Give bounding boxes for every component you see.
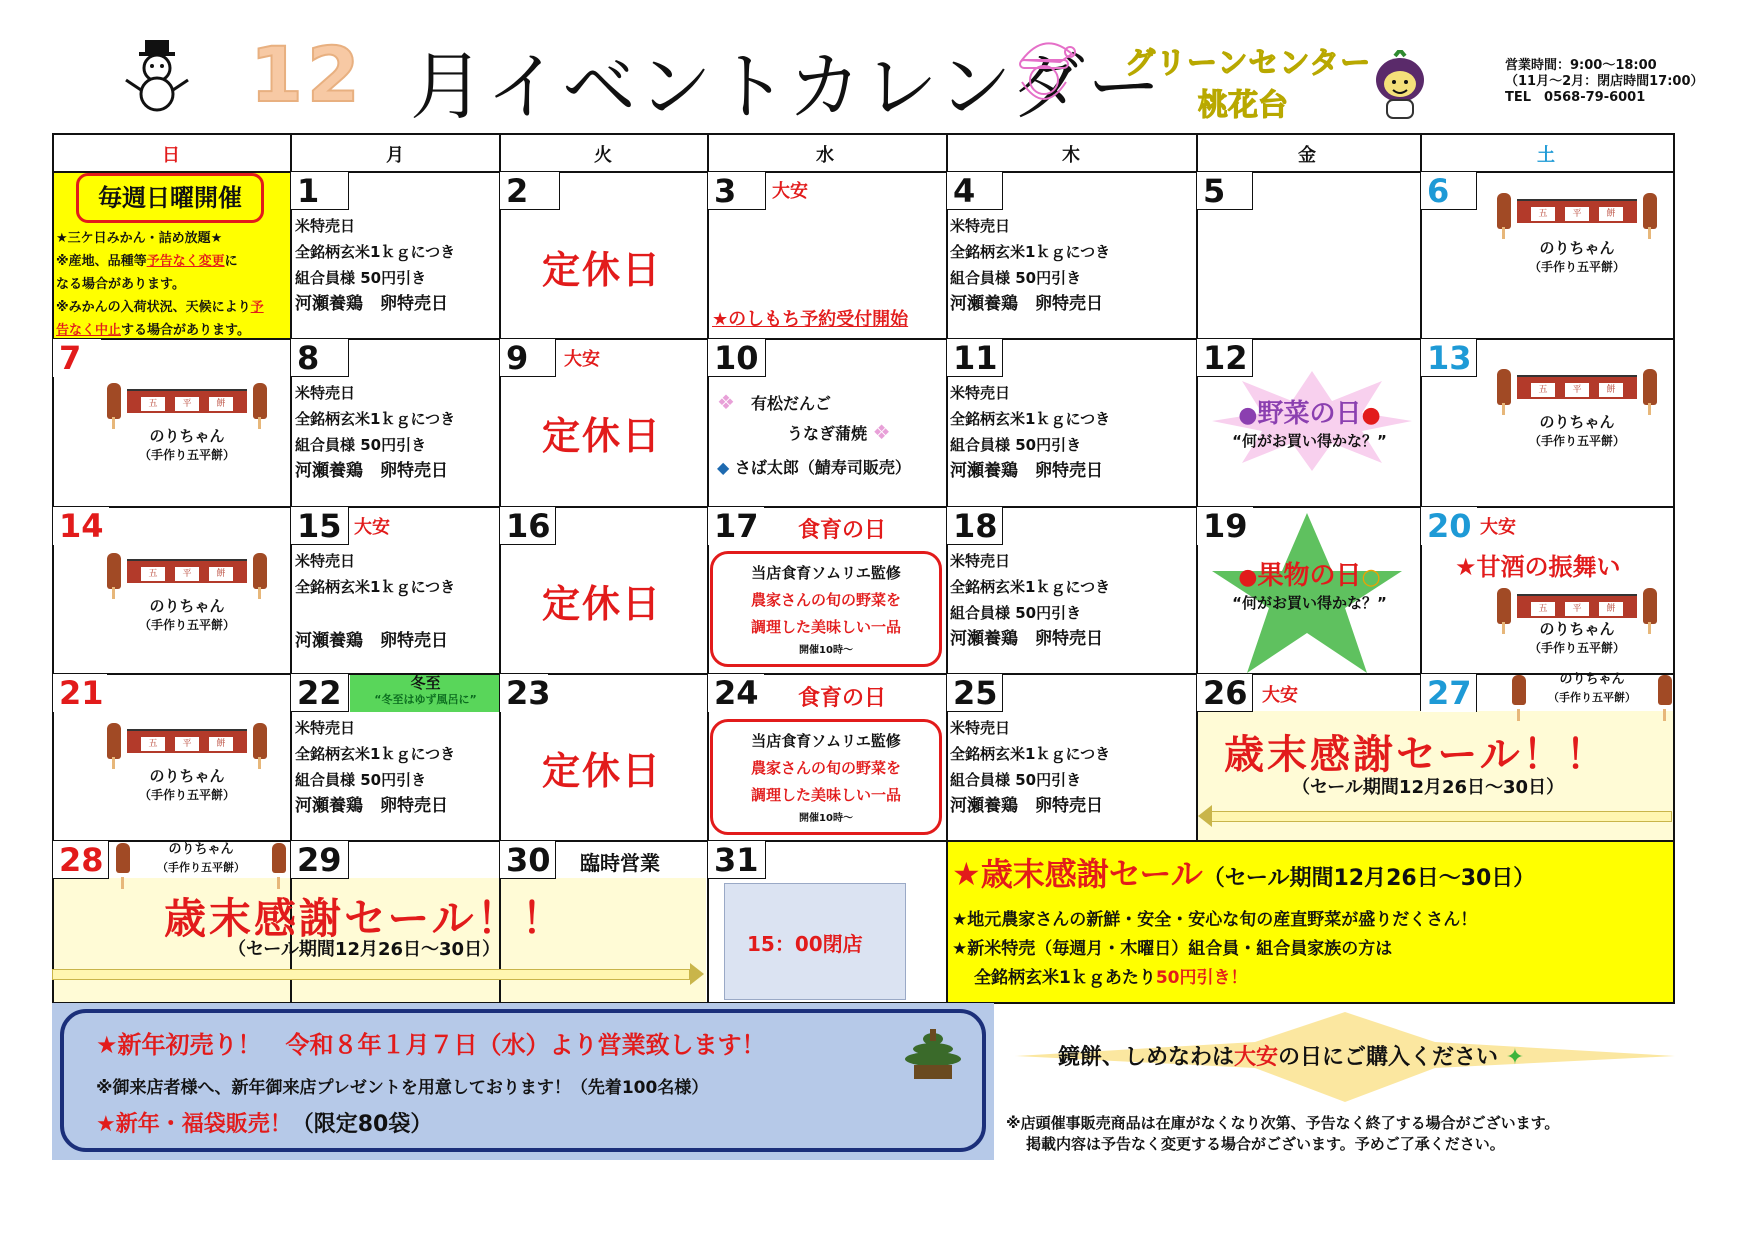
- rinji-label: 臨時営業: [580, 851, 660, 875]
- shokuiku-17: 食育の日: [798, 518, 887, 543]
- weekday-sat: 土: [1537, 145, 1555, 166]
- day-21: 21: [53, 674, 107, 712]
- nori-name: のりちゃん: [1539, 620, 1615, 638]
- day-3: 3: [708, 172, 766, 210]
- sale-period-26: （セール期間12月26日～30日）: [1292, 777, 1565, 798]
- rice-label: 米特売日: [950, 719, 1011, 737]
- day-1: 1: [291, 172, 349, 210]
- mikan-note-red: 予: [250, 300, 264, 315]
- sale-title-26: 歳末感謝セール！！: [1224, 732, 1609, 778]
- kadomatsu-icon: [900, 1025, 966, 1085]
- rice-label: 米特売日: [295, 384, 356, 402]
- shokuiku-time: 開催10時～: [799, 813, 853, 824]
- rice-detail: 全銘柄玄米1ｋｇにつき: [950, 578, 1111, 596]
- day-26: 26: [1197, 674, 1253, 712]
- taian-15: 大安: [354, 517, 390, 538]
- day-8: 8: [291, 339, 349, 377]
- apple-icon: ●: [1238, 565, 1258, 590]
- rice-discount: 組合員様 50円引き: [950, 269, 1082, 287]
- sunday-event-title: [76, 173, 264, 223]
- egg-sale: 河瀬養鶏 卵特売日: [295, 294, 448, 314]
- hours-note: （11月～2月：閉店時間17:00）: [1505, 74, 1704, 89]
- day-30: 30: [500, 841, 556, 879]
- shokuiku-line: 調理した美味しい一品: [750, 618, 901, 636]
- day-23: 23: [500, 674, 548, 712]
- nori-13: [1482, 369, 1672, 449]
- snowman-icon: [122, 38, 192, 112]
- dango-icon: ❖: [717, 390, 735, 414]
- nori-27: [1512, 671, 1672, 711]
- gohei-icon: [253, 383, 267, 419]
- dango-event: [717, 388, 942, 482]
- weekday-sun: 日: [162, 145, 180, 166]
- amazake-event: ★甘酒の振舞い: [1455, 553, 1621, 581]
- newyear-panel: [52, 1003, 994, 1160]
- rice-detail: 全銘柄玄米1ｋｇにつき: [295, 243, 456, 261]
- weekday-tue: 火: [594, 145, 612, 166]
- rice-detail: 全銘柄玄米1ｋｇにつき: [950, 410, 1111, 428]
- rice-detail: 全銘柄玄米1ｋｇにつき: [295, 578, 456, 596]
- orange-icon: ○: [1361, 565, 1381, 590]
- egg-sale: 河瀬養鶏 卵特売日: [950, 461, 1103, 481]
- nori-sub: （手作り五平餅）: [138, 788, 235, 802]
- tomato-icon: ●: [1361, 403, 1381, 428]
- taian-20: 大安: [1480, 517, 1516, 538]
- newyear-line1: ★新年初売り！ 令和８年１月７日（水）より営業致します！: [96, 1031, 766, 1059]
- rice-discount: 組合員様 50円引き: [295, 269, 427, 287]
- egg-sale: 河瀬養鶏 卵特売日: [950, 796, 1103, 816]
- store-branch: 桃花台: [1198, 88, 1288, 123]
- kagami-a: 鏡餅、しめなわは: [1058, 1045, 1235, 1070]
- nori-name: のりちゃん: [168, 842, 234, 857]
- rice-label: 米特売日: [295, 217, 356, 235]
- big-sale-discount: 50円引き！: [1155, 968, 1248, 988]
- gohei-icon: [253, 723, 267, 759]
- rice-label: 米特売日: [950, 552, 1011, 570]
- nori-20: [1482, 588, 1672, 656]
- day-18: 18: [947, 507, 1003, 545]
- yasai-label: 野菜の日: [1257, 399, 1362, 429]
- mikan-line: ★三ケ日みかん・詰め放題★: [56, 231, 223, 246]
- big-sale-panel: [952, 849, 1672, 988]
- kagami-text: [1058, 1040, 1524, 1071]
- gohei-icon: [107, 383, 121, 419]
- taian-3: 大安: [772, 181, 808, 202]
- day-11: 11: [947, 339, 1003, 377]
- yasai-event: [1202, 393, 1417, 451]
- weekday-wed: 水: [816, 145, 834, 166]
- sale-period-28: （セール期間12月26日～30日）: [228, 939, 501, 960]
- day-4: 4: [947, 172, 1003, 210]
- rice-discount: 組合員様 50円引き: [950, 771, 1082, 789]
- mikan-note: なる場合があります。: [56, 277, 185, 292]
- big-sale-line: 全銘柄玄米1ｋｇあたり: [974, 968, 1156, 988]
- egg-sale: 河瀬養鶏 卵特売日: [295, 631, 448, 651]
- rice-discount: 組合員様 50円引き: [950, 604, 1082, 622]
- mikan-note: ※みかんの入荷状況、天候により: [56, 300, 251, 315]
- day-7: 7: [53, 339, 101, 377]
- gohei-icon: [1497, 588, 1511, 624]
- big-sale-line: ★新米特売（毎週月・木曜日）組合員・組合員家族の方は: [952, 939, 1393, 959]
- nori-6: [1482, 193, 1672, 275]
- nori-name: のりちゃん: [1539, 239, 1615, 257]
- shokuiku-line: 農家さんの旬の野菜を: [750, 591, 901, 609]
- nori-name: のりちゃん: [149, 427, 225, 445]
- rice-sale-22: [295, 715, 455, 819]
- gohei-icon: [1512, 675, 1526, 705]
- sparkle-icon: ✦: [1498, 1045, 1525, 1070]
- day-6: 6: [1421, 172, 1477, 210]
- footer-note: ※店頭催事販売商品は在庫がなくなり次第、予告なく終了する場合がございます。: [1006, 1114, 1560, 1132]
- day-15: 15: [291, 507, 349, 545]
- nori-sub: （手作り五平餅）: [1528, 434, 1625, 448]
- big-sale-title: ★歳末感謝セール: [952, 855, 1203, 893]
- day-19: 19: [1197, 507, 1253, 545]
- otoku-label: “何がお買い得かな？”: [1232, 432, 1387, 450]
- gohei-icon: [1643, 588, 1657, 624]
- closed-2: 定休日: [542, 248, 663, 292]
- closed-16: 定休日: [542, 582, 663, 626]
- mikan-note-red: 予告なく変更: [146, 254, 225, 269]
- gohei-icon: [107, 553, 121, 589]
- hours-line: 営業時間：9:00～18:00: [1505, 58, 1657, 73]
- santa-icon: [1012, 36, 1078, 110]
- nori-name: のりちゃん: [149, 597, 225, 615]
- day-17: 17: [708, 507, 764, 545]
- shokuiku-line: 農家さんの旬の野菜を: [750, 759, 901, 777]
- day-27: 27: [1421, 674, 1477, 712]
- weekday-header: [52, 133, 1675, 171]
- footer-note: 掲載内容は予告なく変更する場合がございます。予めご了承ください。: [1026, 1135, 1505, 1153]
- shokuiku-box-17: [710, 551, 942, 667]
- calendar: [52, 133, 1675, 1003]
- rice-sale-4: [950, 213, 1110, 317]
- mikan-note: ※産地、品種等: [56, 254, 147, 269]
- saba-label: さば太郎（鯖寿司販売）: [734, 458, 911, 477]
- rice-detail: 全銘柄玄米1ｋｇにつき: [295, 410, 456, 428]
- nori-sub: （手作り五平餅）: [1528, 641, 1625, 655]
- day-16: 16: [500, 507, 556, 545]
- toji-label: 冬至: [410, 674, 441, 692]
- day-12: 12: [1197, 339, 1253, 377]
- gohei-icon: [1497, 193, 1511, 229]
- phone-number: TEL 0568-79-6001: [1505, 90, 1646, 105]
- nori-14: [92, 553, 282, 633]
- sunday-event-label: 毎週日曜開催: [98, 184, 242, 212]
- rice-detail: 全銘柄玄米1ｋｇにつき: [950, 745, 1111, 763]
- mikan-note-red: 告なく中止: [56, 323, 122, 338]
- nori-sub: （手作り五平餅）: [157, 861, 245, 874]
- gohei-banner-icon: 五 平 餅: [127, 559, 247, 583]
- nori-21: [92, 723, 282, 803]
- rice-discount: 組合員様 50円引き: [295, 436, 427, 454]
- shokuiku-line: 当店食育ソムリエ監修: [751, 564, 901, 582]
- fish-icon: ◆: [717, 458, 730, 477]
- fukubukuro-label: ★新年・福袋販売！: [96, 1112, 292, 1137]
- day-10: 10: [708, 339, 766, 377]
- store-name: グリーンセンター: [1125, 46, 1372, 81]
- otoku-label: “何がお買い得かな？”: [1232, 594, 1387, 612]
- day-29: 29: [291, 841, 349, 879]
- close-early-label: 15：00閉店: [747, 932, 863, 956]
- nori-28: [116, 841, 286, 879]
- day-2: 2: [500, 172, 560, 210]
- nori-name: のりちゃん: [1559, 672, 1625, 687]
- weekday-mon: 月: [386, 145, 404, 166]
- unagi-label: うなぎ蒲焼: [787, 424, 868, 443]
- sale-title-28: 歳末感謝セール！！: [164, 894, 567, 943]
- day-24: 24: [708, 674, 764, 712]
- closed-23: 定休日: [542, 749, 663, 793]
- mascot-icon: [1365, 50, 1435, 124]
- day-14: 14: [53, 507, 109, 545]
- fukubukuro-limit: （限定80袋）: [291, 1112, 433, 1137]
- nori-sub: （手作り五平餅）: [138, 448, 235, 462]
- shokuiku-box-24: [710, 719, 942, 835]
- day-31: 31: [708, 841, 766, 879]
- rice-label: 米特売日: [950, 384, 1011, 402]
- weekday-thu: 木: [1062, 145, 1080, 166]
- egg-sale: 河瀬養鶏 卵特売日: [295, 461, 448, 481]
- gohei-icon: [1497, 369, 1511, 405]
- rice-detail: 全銘柄玄米1ｋｇにつき: [950, 243, 1111, 261]
- egg-sale: 河瀬養鶏 卵特売日: [295, 796, 448, 816]
- kudamono-label: 果物の日: [1257, 561, 1362, 591]
- nori-sub: （手作り五平餅）: [1528, 260, 1625, 274]
- sale-arrow-26: [1198, 809, 1672, 823]
- page-title: 月イベントカレンダー: [410, 44, 1163, 130]
- gohei-banner-icon: 五 平 餅: [1517, 375, 1637, 399]
- rice-sale-8: [295, 380, 455, 484]
- weekday-fri: 金: [1298, 145, 1316, 166]
- mikan-info: [56, 227, 264, 342]
- footer-notes: [1006, 1113, 1559, 1155]
- rice-sale-18: [950, 548, 1110, 652]
- gohei-icon: [1643, 193, 1657, 229]
- eggplant-icon: ●: [1238, 403, 1258, 428]
- big-sale-line: ★地元農家さんの新鮮・安全・安心な旬の産直野菜が盛りだくさん！: [952, 910, 1478, 930]
- noshi-event: ★のしもち予約受付開始: [712, 309, 909, 330]
- closed-9: 定休日: [542, 414, 663, 458]
- gohei-banner-icon: 五 平 餅: [1517, 199, 1637, 223]
- business-hours: [1505, 58, 1704, 106]
- newyear-line3: [96, 1107, 432, 1138]
- unagi-icon: ❖: [872, 420, 891, 444]
- day-25: 25: [947, 674, 1003, 712]
- rice-detail: 全銘柄玄米1ｋｇにつき: [295, 745, 456, 763]
- taian-26: 大安: [1262, 685, 1298, 706]
- gohei-icon: [272, 843, 286, 873]
- sale-arrow-28: [52, 967, 704, 981]
- rice-discount: 組合員様 50円引き: [295, 771, 427, 789]
- gohei-icon: [107, 723, 121, 759]
- gohei-banner-icon: 五 平 餅: [127, 729, 247, 753]
- day-9: 9: [500, 339, 556, 377]
- kagami-c: の日にご購入ください: [1278, 1045, 1499, 1070]
- taian-9: 大安: [564, 349, 600, 370]
- shokuiku-24: 食育の日: [798, 686, 887, 711]
- month-number: 12: [250, 30, 364, 119]
- rice-sale-15: [295, 548, 455, 654]
- nori-name: のりちゃん: [149, 767, 225, 785]
- rice-label: 米特売日: [295, 552, 356, 570]
- gohei-banner-icon: 五 平 餅: [127, 389, 247, 413]
- shokuiku-line: 当店食育ソムリエ監修: [751, 732, 901, 750]
- day-5: 5: [1197, 172, 1253, 210]
- day-13: 13: [1421, 339, 1477, 377]
- rice-discount: 組合員様 50円引き: [950, 436, 1082, 454]
- day-22: 22: [291, 674, 349, 712]
- nori-7: [92, 383, 282, 463]
- gohei-icon: [1643, 369, 1657, 405]
- kagami-taian: 大安: [1234, 1045, 1279, 1070]
- rice-label: 米特売日: [295, 719, 356, 737]
- rice-sale-11: [950, 380, 1110, 484]
- rice-sale-25: [950, 715, 1110, 819]
- day-20: 20: [1421, 507, 1477, 545]
- gohei-icon: [253, 553, 267, 589]
- mikan-note: する場合があります。: [121, 323, 250, 338]
- gohei-banner-icon: 五 平 餅: [1517, 594, 1637, 618]
- mikan-note-end: に: [224, 254, 238, 269]
- rice-sale-1: [295, 213, 455, 317]
- newyear-line2: ※御来店者様へ、新年御来店プレゼントを用意しております！（先着100名様）: [96, 1078, 709, 1098]
- nori-sub: （手作り五平餅）: [1548, 691, 1636, 704]
- dango-label: 有松だんご: [750, 394, 831, 413]
- toji-event: [350, 674, 501, 708]
- day-28: 28: [53, 841, 109, 879]
- rice-label: 米特売日: [950, 217, 1011, 235]
- nori-sub: （手作り五平餅）: [138, 618, 235, 632]
- big-sale-period: （セール期間12月26日～30日）: [1202, 866, 1536, 891]
- egg-sale: 河瀬養鶏 卵特売日: [950, 629, 1103, 649]
- shokuiku-time: 開催10時～: [799, 645, 853, 656]
- kudamono-event: [1202, 555, 1417, 613]
- nori-name: のりちゃん: [1539, 413, 1615, 431]
- toji-sub: “冬至はゆず風呂に”: [374, 693, 477, 706]
- gohei-icon: [1658, 675, 1672, 705]
- egg-sale: 河瀬養鶏 卵特売日: [950, 294, 1103, 314]
- shokuiku-line: 調理した美味しい一品: [750, 786, 901, 804]
- gohei-icon: [116, 843, 130, 873]
